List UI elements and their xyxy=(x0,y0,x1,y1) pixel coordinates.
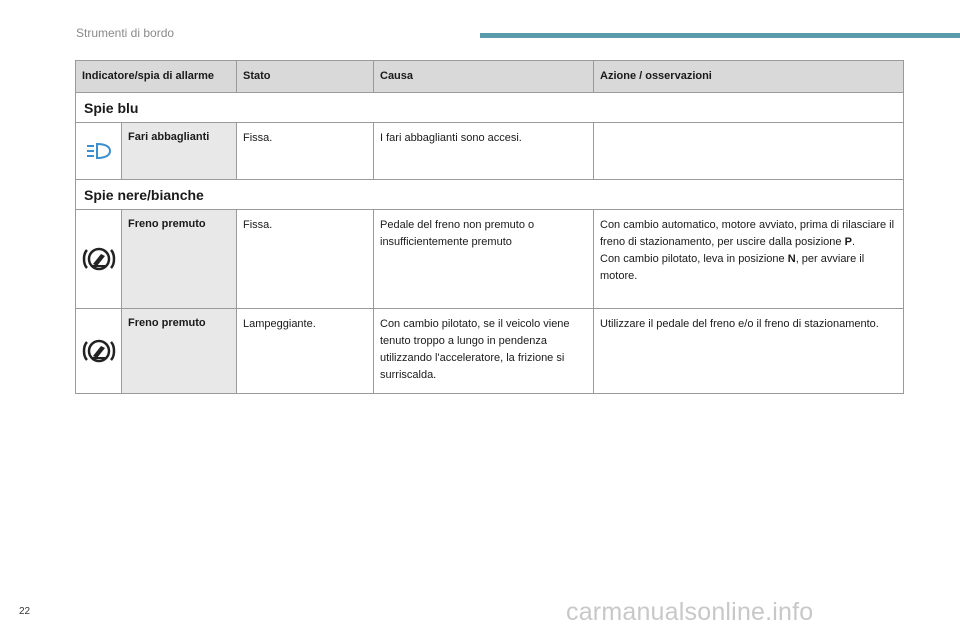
column-header-action: Azione / osservazioni xyxy=(594,61,904,93)
high-beam-icon xyxy=(76,123,122,180)
cause-cell: I fari abbaglianti sono accesi. xyxy=(374,123,594,180)
action-text: Con cambio automatico, motore avviato, prima di rilasciare il freno di stazionamento, per uscire dalla posizione xyxy=(600,219,895,248)
state-cell: Fissa. xyxy=(237,210,374,309)
watermark: carmanualsonline.info xyxy=(566,598,814,626)
gear-position-n: N xyxy=(787,253,796,265)
warning-lights-table xyxy=(75,60,904,394)
indicator-name: Fari abbaglianti xyxy=(122,123,237,180)
action-cell: Utilizzare il pedale del freno e/o il freno di stazionamento. xyxy=(594,309,904,394)
table-row xyxy=(76,309,904,394)
column-header-state: Stato xyxy=(237,61,374,93)
indicator-name: Freno premuto xyxy=(122,309,237,394)
column-header-cause: Causa xyxy=(374,61,594,93)
brake-pedal-icon xyxy=(76,309,122,394)
action-text: , per avviare il motore. xyxy=(600,253,865,282)
section-title: Spie blu xyxy=(76,93,904,123)
section-title: Spie nere/bianche xyxy=(76,180,904,210)
action-text: . xyxy=(851,236,855,248)
page-number: 22 xyxy=(19,606,31,617)
table-header-row xyxy=(76,61,904,93)
section-row-blue xyxy=(76,93,904,123)
table-row xyxy=(76,123,904,180)
page-header-title: Strumenti di bordo xyxy=(76,26,175,40)
section-row-black-white xyxy=(76,180,904,210)
table-row xyxy=(76,210,904,309)
gear-position-p: P xyxy=(844,236,852,248)
brake-pedal-icon xyxy=(76,210,122,309)
header-accent-bar xyxy=(480,33,960,38)
cause-cell: Pedale del freno non premuto o insufficientemente premuto xyxy=(374,210,594,309)
cause-cell: Con cambio pilotato, se il veicolo viene tenuto troppo a lungo in pendenza utilizzando l'acceleratore, la frizione si surriscalda. xyxy=(374,309,594,394)
action-text: Con cambio pilotato, leva in posizione xyxy=(600,253,788,265)
state-cell: Fissa. xyxy=(237,123,374,180)
column-header-indicator: Indicatore/spia di allarme xyxy=(76,61,237,93)
action-cell xyxy=(594,123,904,180)
action-cell xyxy=(594,210,904,309)
indicator-name: Freno premuto xyxy=(122,210,237,309)
state-cell: Lampeggiante. xyxy=(237,309,374,394)
